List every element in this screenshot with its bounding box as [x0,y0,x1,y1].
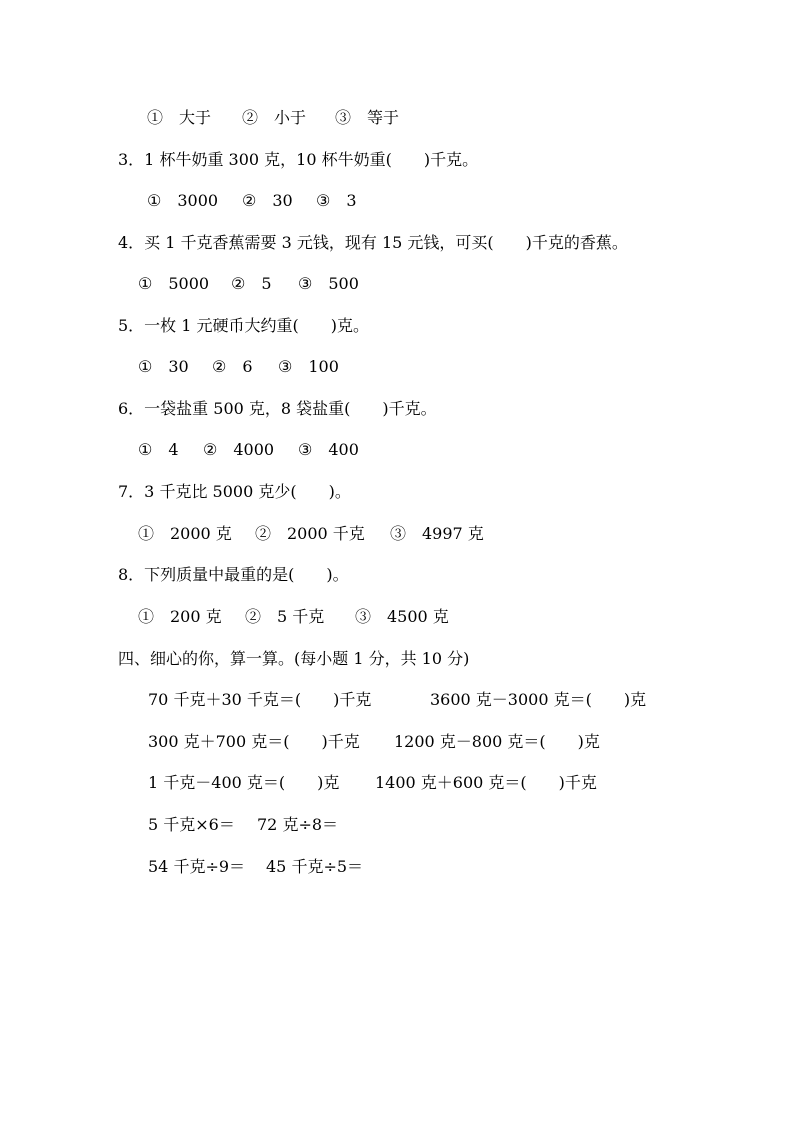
q2-option-1: ① 大于 [147,108,212,127]
calc-1b: 3600 克－3000 克＝( )克 [430,690,647,709]
q7-stem: 7．3 千克比 5000 克少( )。 [118,482,351,501]
q5-option-1: ① 30 [138,357,189,376]
q8-option-2: ② 5 千克 [245,607,325,626]
q4-stem: 4．买 1 千克香蕉需要 3 元钱，现有 15 元钱，可买( )千克的香蕉。 [118,233,628,252]
q5-option-3: ③ 100 [278,357,339,376]
q6-option-2: ② 4000 [203,440,275,459]
q5-option-2: ② 6 [212,357,253,376]
q7-option-1: ① 2000 克 [138,524,232,543]
q4-option-1: ① 5000 [138,274,210,293]
q8-option-1: ① 200 克 [138,607,222,626]
q4-option-2: ② 5 [231,274,272,293]
calc-3b: 1400 克＋600 克＝( )千克 [375,773,597,792]
calc-4b: 72 克÷8＝ [257,815,339,834]
q6-option-1: ① 4 [138,440,179,459]
section4-title: 四、细心的你，算一算。(每小题 1 分，共 10 分) [118,649,470,668]
q3-option-3: ③ 3 [316,191,357,210]
calc-5b: 45 千克÷5＝ [266,857,364,876]
calc-4a: 5 千克×6＝ [148,815,235,834]
calc-1a: 70 千克＋30 千克＝( )千克 [148,690,372,709]
calc-2b: 1200 克－800 克＝( )克 [394,732,600,751]
q5-stem: 5．一枚 1 元硬币大约重( )克。 [118,316,370,335]
q3-option-2: ② 30 [242,191,293,210]
q3-option-1: ① 3000 [147,191,219,210]
q6-option-3: ③ 400 [298,440,359,459]
q8-stem: 8．下列质量中最重的是( )。 [118,565,349,584]
q2-option-3: ③ 等于 [335,108,400,127]
calc-3a: 1 千克－400 克＝( )克 [148,773,340,792]
q6-stem: 6．一袋盐重 500 克，8 袋盐重( )千克。 [118,399,437,418]
q7-option-3: ③ 4997 克 [390,524,484,543]
calc-5a: 54 千克÷9＝ [148,857,246,876]
q7-option-2: ② 2000 千克 [255,524,365,543]
q3-stem: 3．1 杯牛奶重 300 克，10 杯牛奶重( )千克。 [118,150,479,169]
q4-option-3: ③ 500 [298,274,359,293]
calc-2a: 300 克＋700 克＝( )千克 [148,732,360,751]
q8-option-3: ③ 4500 克 [355,607,449,626]
q2-option-2: ② 小于 [242,108,307,127]
